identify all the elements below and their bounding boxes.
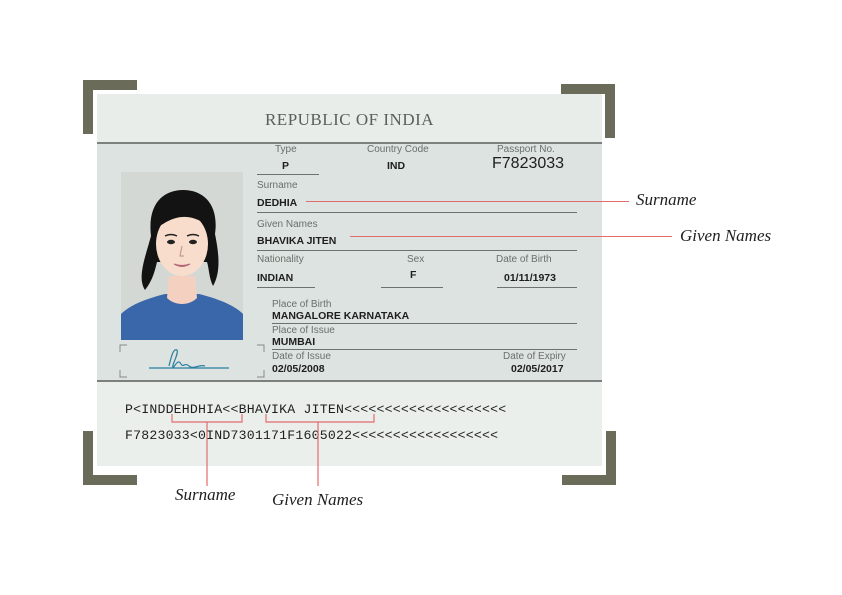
date-of-expiry-label: Date of Expiry	[503, 351, 566, 362]
passport-no-value: F7823033	[492, 155, 565, 172]
sex-label: Sex	[407, 254, 425, 265]
given-names-value: BHAVIKA JITEN	[257, 235, 337, 247]
given-names-underline	[257, 250, 577, 251]
date-of-expiry-value: 02/05/2017	[511, 363, 564, 375]
surname-underline	[257, 212, 577, 213]
place-of-birth-label: Place of Birth	[272, 299, 332, 310]
type-value: P	[282, 160, 290, 172]
country-code-value: IND	[387, 160, 406, 172]
holder-photo	[121, 172, 243, 340]
place-of-birth-value: MANGALORE KARNATAKA	[272, 310, 410, 322]
place-of-issue-value: MUMBAI	[272, 336, 316, 348]
signature-mark	[149, 350, 229, 368]
mrz-given-names-bracket	[264, 414, 378, 490]
place-of-issue-underline	[272, 349, 577, 350]
passport-header	[97, 94, 602, 144]
passport-card	[97, 94, 602, 466]
signature-box	[119, 344, 265, 378]
surname-callout-line	[306, 201, 629, 202]
nationality-label: Nationality	[257, 254, 304, 265]
type-underline	[257, 174, 319, 175]
sex-value: F	[410, 269, 417, 281]
date-of-issue-value: 02/05/2008	[272, 363, 325, 375]
mrz-given-names-label: Given Names	[272, 490, 364, 509]
dob-underline	[497, 287, 577, 288]
surname-value: DEDHIA	[257, 197, 298, 209]
mrz-line-2: F7823033<0IND7301171F1605022<<<<<<<<<<<<<<<<<<	[125, 428, 499, 443]
country-code-label: Country Code	[367, 144, 429, 155]
mrz-line-1: P<INDDEHDHIA<<BHAVIKA JITEN<<<<<<<<<<<<<<<<<<<<	[125, 402, 507, 417]
passport-data-page	[97, 144, 602, 380]
type-label: Type	[275, 144, 297, 155]
dob-value: 01/11/1973	[504, 272, 556, 284]
surname-label: Surname	[257, 180, 298, 191]
place-of-birth-underline	[272, 323, 577, 324]
given-names-callout-label: Given Names	[680, 226, 772, 245]
dob-label: Date of Birth	[496, 254, 552, 265]
country-title: REPUBLIC OF INDIA	[264, 110, 435, 129]
sex-underline	[381, 287, 443, 288]
surname-callout-label: Surname	[636, 190, 697, 209]
given-names-callout-line	[350, 236, 672, 237]
date-of-issue-label: Date of Issue	[272, 351, 331, 362]
passport-no-label: Passport No.	[497, 144, 555, 155]
nationality-underline	[257, 287, 315, 288]
place-of-issue-label: Place of Issue	[272, 325, 335, 336]
mrz-surname-bracket	[170, 414, 246, 490]
nationality-value: INDIAN	[257, 272, 294, 284]
given-names-label: Given Names	[257, 219, 318, 230]
mrz-surname-label: Surname	[175, 485, 236, 504]
